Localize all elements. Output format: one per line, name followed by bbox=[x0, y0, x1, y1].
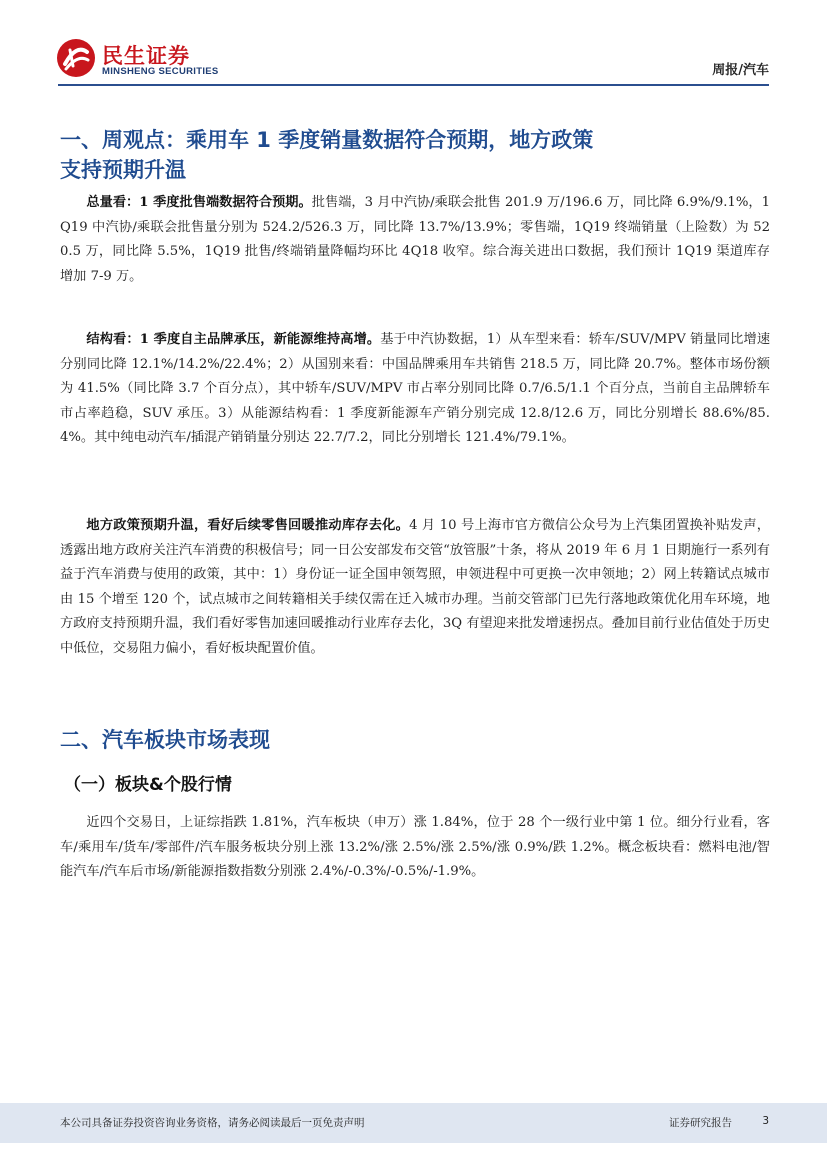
paragraph-local-policy bbox=[60, 514, 770, 662]
paragraph-body: 批售端，3 月中汽协/乘联会批售 201.9 万/196.6 万，同比降 6.9%/9.1%，1Q19 中汽协/乘联会批售量分别为 524.2/526.3 万，同比降 13.7%/13.9%；零售端，1Q19 终端销量（上险数）为 520.5 万，同比降 5.5%，1Q19 批售/终端销量降幅均环比 4Q18 收窄。综合海关进出口数据，我们预计 1Q19 渠道库存增加 7-9 万。 bbox=[60, 195, 771, 284]
section-1-title-line-1: 一、周观点：乘用车 1 季度销量数据符合预期，地方政策 bbox=[60, 128, 594, 152]
paragraph-body: 4 月 10 号上海市官方微信公众号为上汽集团置换补贴发声，透露出地方政府关注汽车消费的积极信号；同一日公安部发布交管“放管服”十条，将从 2019 年 6 月 1 日期施行一系列有益于汽车消费与使用的政策，其中：1）身份证一证全国申领驾照，申领进程中可更换一次申领地；2）网上转籍试点城市由 15 个增至 120 个，试点城市之间转籍相关手续仅需在迁入城市办理。当前交管部门已先行落地政策优化用车环境，地方政府支持预期升温，我们看好零售加速回暖推动行业库存去化，3Q 有望迎来批发增速拐点。叠加目前行业估值处于历史中低位，交易阻力偏小，看好板块配置价值。 bbox=[60, 518, 770, 656]
section-1-title bbox=[60, 125, 770, 185]
paragraph-lead: 地方政策预期升温，看好后续零售回暖推动库存去化。 bbox=[86, 518, 410, 533]
minsheng-logo-icon bbox=[56, 38, 96, 78]
paragraph-structure bbox=[60, 328, 770, 451]
page-header bbox=[0, 0, 827, 90]
logo-chinese-name: 民生证券 bbox=[102, 44, 190, 68]
subsection-title: （一）板块&个股行情 bbox=[64, 775, 232, 795]
paragraph-market-performance: 近四个交易日，上证综指跌 1.81%，汽车板块（申万）涨 1.84%，位于 28 个一级行业中第 1 位。细分行业看，客车/乘用车/货车/零部件/汽车服务板块分别上涨 13.2%/涨 2.5%/涨 2.5%/涨 0.9%/跌 1.2%。概念板块看：燃料电池/智能汽车/汽车后市场/新能源指数指数分别涨 2.4%/-0.3%/-0.5%/-1.9%。 bbox=[60, 815, 770, 880]
section-2-title: 二、汽车板块市场表现 bbox=[60, 728, 270, 752]
paragraph-lead: 总量看：1 季度批售端数据符合预期。 bbox=[86, 195, 312, 210]
paragraph-lead: 结构看：1 季度自主品牌承压，新能源维持高增。 bbox=[86, 332, 381, 347]
paragraph-body: 基于中汽协数据，1）从车型来看：轿车/SUV/MPV 销量同比增速分别同比降 12.1%/14.2%/22.4%；2）从国别来看：中国品牌乘用车共销售 218.5 万，同比降 20.7%。整体市场份额为 41.5%（同比降 3.7 个百分点），其中轿车/SUV/MPV 市占率分别同比降 0.7/6.5/1.1 个百分点，当前自主品牌轿车市占率趋稳，SUV 承压。3）从能源结构看：1 季度新能源车产销分别完成 12.8/12.6 万，同比分别增长 88.6%/85.4%。其中纯电动汽车/插混产销销量分别达 22.7/7.2，同比分别增长 121.4%/79.1%。 bbox=[60, 332, 771, 446]
footer-report-type: 证券研究报告 bbox=[669, 1117, 732, 1129]
page-number: 3 bbox=[762, 1115, 769, 1127]
report-category: 周报/汽车 bbox=[712, 63, 769, 78]
page-footer bbox=[0, 1103, 827, 1143]
header-divider bbox=[58, 84, 769, 86]
section-1-title-line-2: 支持预期升温 bbox=[60, 158, 186, 182]
footer-disclaimer: 本公司具备证券投资咨询业务资格，请务必阅读最后一页免责声明 bbox=[60, 1117, 365, 1129]
logo-english-name: MINSHENG SECURITIES bbox=[102, 66, 219, 77]
logo bbox=[56, 38, 246, 82]
paragraph-total-volume bbox=[60, 191, 770, 289]
